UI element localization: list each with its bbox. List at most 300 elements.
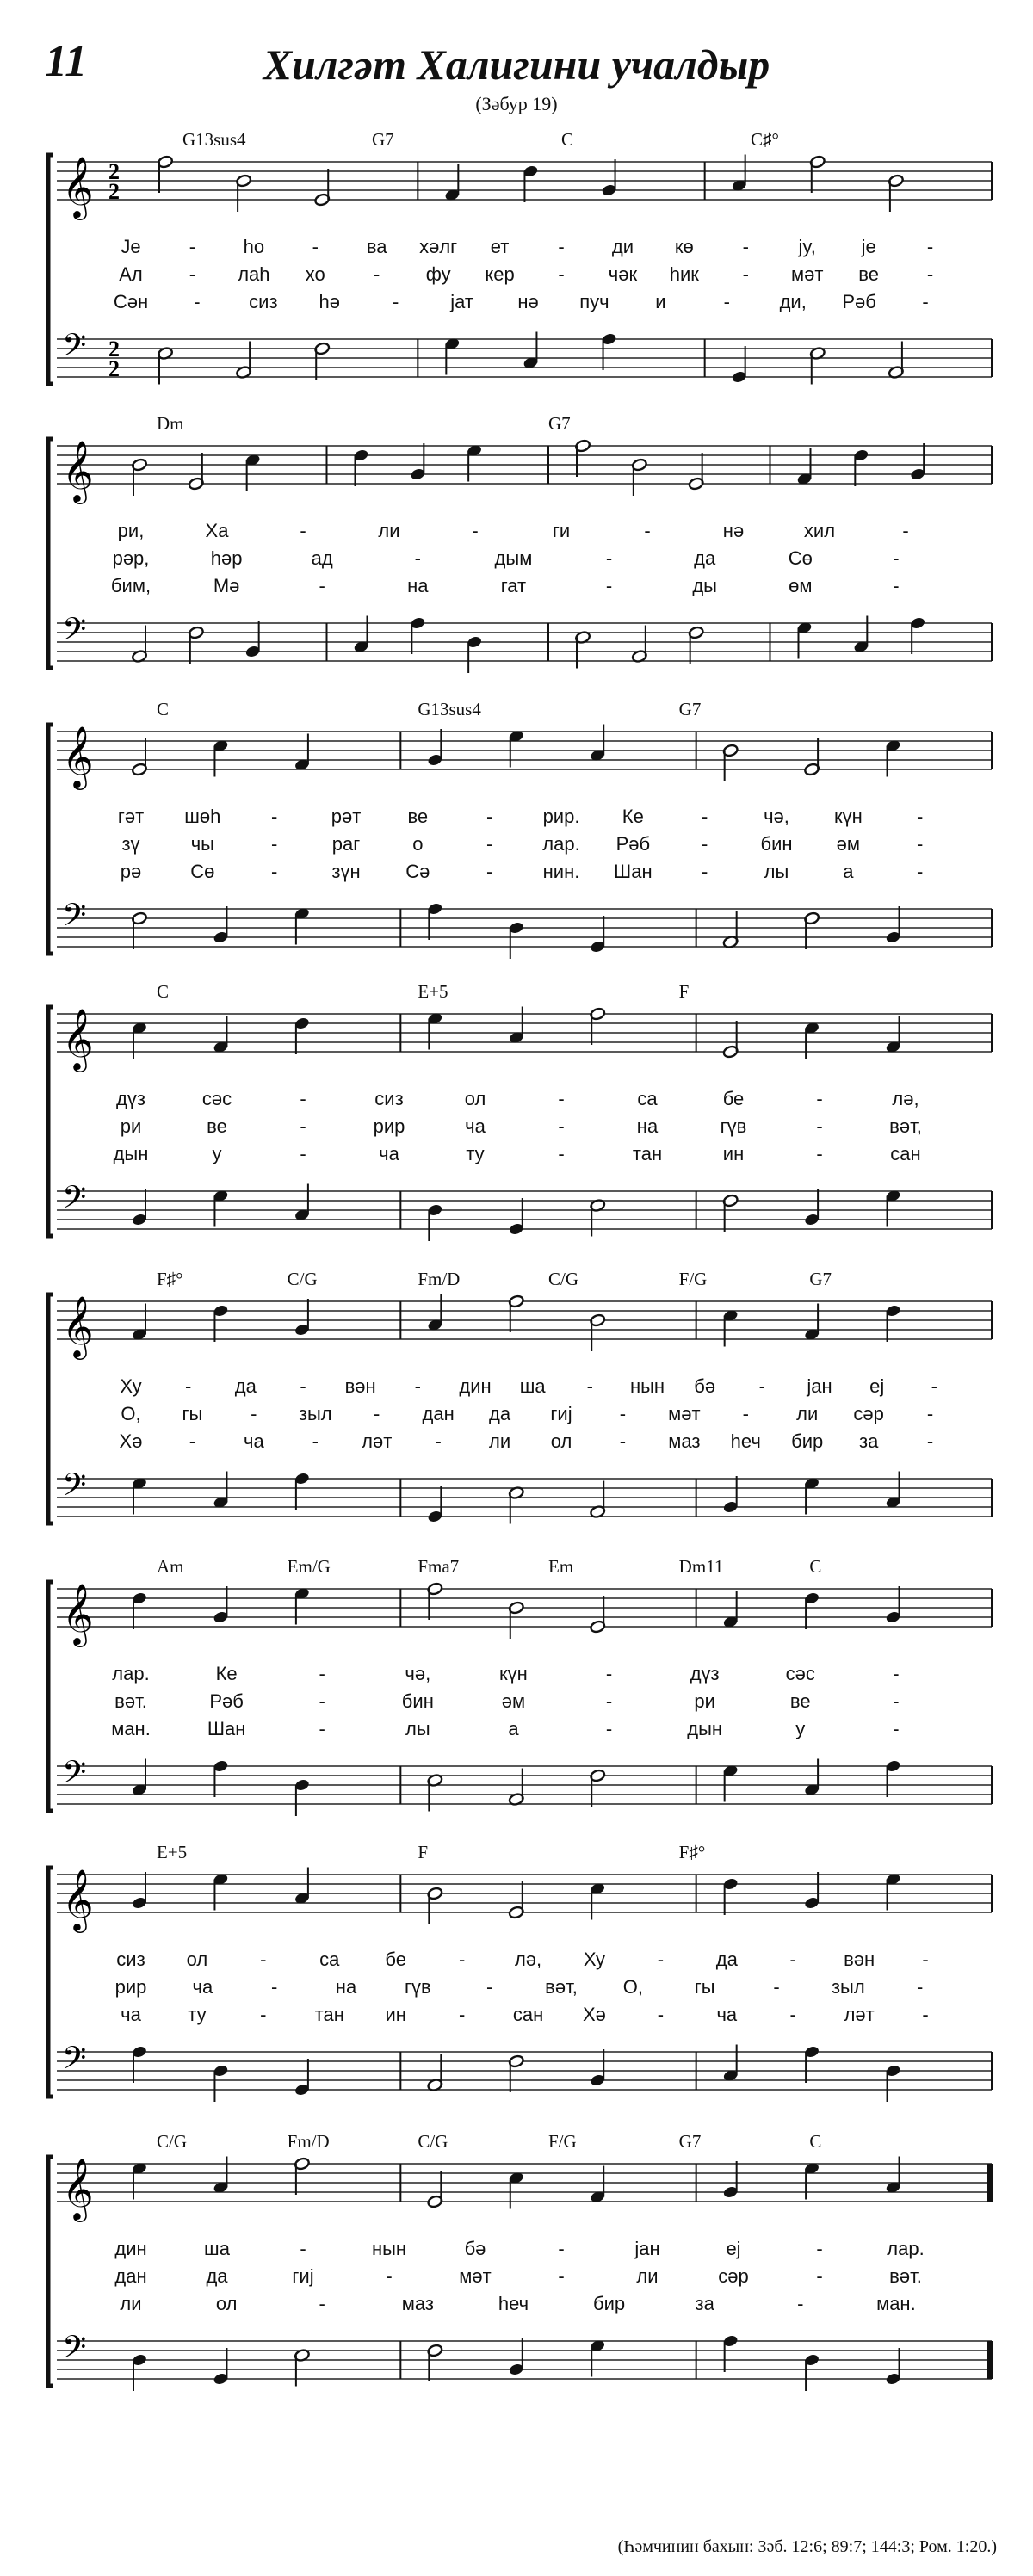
lyric-syllable: вәт, xyxy=(545,1976,578,1998)
lyric-hyphen: - xyxy=(916,1976,924,1998)
lyric-syllable: вән xyxy=(344,1375,376,1397)
lyric-syllable: сәр xyxy=(718,2265,749,2287)
lyric-hyphen: - xyxy=(319,1663,325,1684)
lyric-syllable: ве xyxy=(858,263,879,285)
lyric-syllable: дүз xyxy=(690,1663,720,1684)
lyric-hyphen: - xyxy=(701,861,708,882)
lyric-syllable: ри, xyxy=(117,520,145,541)
lyric-syllable: лы xyxy=(405,1718,430,1739)
lyric-syllable: jан xyxy=(807,1375,832,1397)
lyric-hyphen: - xyxy=(701,833,708,855)
lyric-syllable: у xyxy=(212,1143,222,1164)
lyric-syllable: hик xyxy=(669,263,699,285)
lyric-syllable: ве xyxy=(207,1115,227,1137)
lyric-hyphen: - xyxy=(458,2004,466,2025)
lyric-hyphen: - xyxy=(742,236,749,257)
lyric-syllable: дин xyxy=(114,2238,147,2259)
lyric-syllable: лар. xyxy=(112,1663,150,1684)
lyric-syllable: за xyxy=(695,2293,714,2314)
lyric-syllable: дын xyxy=(687,1718,723,1739)
chord-symbol: C/G xyxy=(548,1269,579,1289)
lyric-syllable: маз xyxy=(668,1430,701,1452)
lyric-hyphen: - xyxy=(742,263,749,285)
lyric-syllable: дым xyxy=(494,547,533,569)
lyric-syllable: ол xyxy=(186,1949,208,1970)
lyric-syllable: бе xyxy=(722,1088,745,1109)
lyric-verse-3 xyxy=(114,1143,1000,1167)
lyric-syllable: ды xyxy=(692,575,717,596)
music-system-1 xyxy=(45,129,1000,413)
lyric-hyphen: - xyxy=(605,1718,613,1739)
lyric-verse-1 xyxy=(114,2238,1000,2262)
lyric-hyphen: - xyxy=(926,263,934,285)
lyric-syllable: ги xyxy=(552,520,571,541)
lyric-syllable: ин xyxy=(385,2004,406,2025)
lyric-syllable: гы xyxy=(694,1976,715,1998)
lyric-syllable: нын xyxy=(629,1375,665,1397)
lyric-syllable: пуч xyxy=(579,291,609,312)
system-bracket xyxy=(48,2157,53,2386)
lyric-syllable: нә xyxy=(722,520,745,541)
lyric-hyphen: - xyxy=(701,806,708,827)
lyric-syllable: лә, xyxy=(892,1088,919,1109)
lyric-syllable: вән xyxy=(844,1949,875,1970)
lyric-syllable: ту xyxy=(188,2004,207,2025)
lyric-hyphen: - xyxy=(893,1663,900,1684)
lyric-syllable: ман. xyxy=(876,2293,916,2314)
lyric-syllable: на xyxy=(335,1976,357,1998)
chord-symbol: Dm11 xyxy=(678,1556,724,1577)
lyric-syllable: нын xyxy=(371,2238,407,2259)
chord-symbol: G7 xyxy=(809,1269,832,1289)
lyric-hyphen: - xyxy=(393,291,399,312)
lyric-syllable: дын xyxy=(113,1143,149,1164)
lyric-hyphen: - xyxy=(312,236,319,257)
lyric-syllable: кер xyxy=(485,263,515,285)
chord-symbol: G7 xyxy=(372,129,394,150)
lyric-hyphen: - xyxy=(558,1115,565,1137)
lyric-hyphen: - xyxy=(270,861,278,882)
chord-symbol: F xyxy=(418,1842,429,1863)
lyric-syllable: ej xyxy=(726,2238,741,2259)
lyric-syllable: бә xyxy=(464,2238,486,2259)
lyric-syllable: са xyxy=(319,1949,340,1970)
chord-symbol: Fm/D xyxy=(287,2131,330,2152)
lyric-hyphen: - xyxy=(922,291,929,312)
lyric-hyphen: - xyxy=(374,1403,380,1424)
lyric-hyphen: - xyxy=(270,806,278,827)
lyric-hyphen: - xyxy=(300,1088,306,1109)
lyric-syllable: ман. xyxy=(111,1718,151,1739)
lyric-syllable: бин xyxy=(401,1690,434,1712)
song-title: Хилгәт Халигини учалдыр xyxy=(263,40,770,89)
music-system-6 xyxy=(45,1556,1000,1840)
chord-symbol: C xyxy=(809,2131,822,2152)
lyric-verse-2 xyxy=(114,263,1000,287)
lyric-syllable: ет xyxy=(490,236,510,257)
lyric-hyphen: - xyxy=(742,1403,749,1424)
lyric-syllable: hеч xyxy=(498,2293,529,2314)
lyric-syllable: Ху xyxy=(120,1375,142,1397)
lyric-hyphen: - xyxy=(605,1690,613,1712)
lyric-syllable: нин. xyxy=(542,861,580,882)
lyric-hyphen: - xyxy=(916,861,924,882)
lyric-hyphen: - xyxy=(644,520,651,541)
lyric-hyphen: - xyxy=(816,2238,823,2259)
lyric-syllable: да xyxy=(206,2265,228,2287)
lyric-syllable: бе xyxy=(385,1949,406,1970)
lyric-syllable: ләт xyxy=(362,1430,393,1452)
lyric-verse-3 xyxy=(114,2293,1000,2317)
lyric-verse-1 xyxy=(114,520,1000,544)
lyric-syllable: тан xyxy=(314,2004,344,2025)
system-bracket xyxy=(48,725,53,954)
lyric-hyphen: - xyxy=(300,1143,306,1164)
lyric-hyphen: - xyxy=(319,575,325,596)
lyric-syllable: Ке xyxy=(622,806,644,827)
chord-symbol: F♯° xyxy=(157,1269,183,1289)
chord-symbol: C xyxy=(157,981,170,1002)
lyric-hyphen: - xyxy=(458,1949,466,1970)
lyric-verse-3 xyxy=(114,2004,1000,2028)
lyric-syllable: вәт. xyxy=(114,1690,147,1712)
lyric-verse-1 xyxy=(114,806,1000,830)
lyric-syllable: Хә xyxy=(119,1430,143,1452)
lyric-syllable: у xyxy=(795,1718,806,1739)
lyric-verse-1 xyxy=(114,1663,1000,1687)
lyric-syllable: ин xyxy=(722,1143,745,1164)
lyric-hyphen: - xyxy=(486,1976,493,1998)
song-header xyxy=(0,0,1033,120)
lyric-syllable: вәт. xyxy=(889,2265,922,2287)
lyric-syllable: ча xyxy=(465,1115,486,1137)
lyric-hyphen: - xyxy=(189,1430,196,1452)
lyric-syllable: чә, xyxy=(764,806,789,827)
lyric-hyphen: - xyxy=(486,861,493,882)
lyric-syllable: рир. xyxy=(542,806,580,827)
chord-symbol: G7 xyxy=(678,699,702,720)
lyric-verse-3 xyxy=(111,1718,1000,1742)
lyric-syllable: ад xyxy=(311,547,333,569)
treble-clef-icon: 𝄞 xyxy=(62,725,94,788)
lyric-hyphen: - xyxy=(558,2265,565,2287)
lyric-syllable: бә xyxy=(694,1375,716,1397)
lyric-hyphen: - xyxy=(194,291,201,312)
music-system-3 xyxy=(45,699,1000,983)
lyric-syllable: күн xyxy=(499,1663,528,1684)
lyric-syllable: зыл xyxy=(831,1976,865,1998)
treble-clef-icon: 𝄞 xyxy=(62,1582,94,1645)
system-bracket xyxy=(48,439,53,668)
lyric-syllable: je xyxy=(861,236,876,257)
lyric-syllable: лар. xyxy=(887,2238,925,2259)
lyric-syllable: тан xyxy=(632,1143,663,1164)
lyric-syllable: сиз xyxy=(249,291,278,312)
bass-clef-icon: 𝄢 xyxy=(62,2329,87,2374)
lyric-syllable: ша xyxy=(204,2238,230,2259)
lyric-syllable: Ху xyxy=(583,1949,606,1970)
lyric-hyphen: - xyxy=(789,2004,796,2025)
chord-symbol: C/G xyxy=(287,1269,318,1289)
lyric-syllable: ва xyxy=(366,236,387,257)
song-number: 11 xyxy=(45,37,88,86)
bass-clef-icon: 𝄢 xyxy=(62,1467,87,1511)
lyric-hyphen: - xyxy=(657,1949,665,1970)
lyric-hyphen: - xyxy=(414,547,421,569)
lyric-syllable: ол xyxy=(464,1088,486,1109)
lyric-hyphen: - xyxy=(922,2004,929,2025)
lyric-hyphen: - xyxy=(300,1115,306,1137)
chord-symbol: E+5 xyxy=(418,981,448,1002)
lyric-syllable: Сө xyxy=(788,547,813,569)
lyric-syllable: Je xyxy=(121,236,141,257)
lyric-syllable: гы xyxy=(182,1403,203,1424)
lyric-syllable: зыл xyxy=(298,1403,332,1424)
lyric-hyphen: - xyxy=(789,1949,796,1970)
lyric-syllable: хо xyxy=(305,263,325,285)
lyric-syllable: ли xyxy=(378,520,400,541)
lyric-hyphen: - xyxy=(816,2265,823,2287)
chord-symbol: E+5 xyxy=(157,1842,188,1863)
lyric-syllable: да xyxy=(715,1949,738,1970)
lyric-syllable: и xyxy=(655,291,666,312)
treble-clef-icon: 𝄞 xyxy=(62,155,94,218)
lyric-hyphen: - xyxy=(319,1690,325,1712)
lyric-syllable: рир xyxy=(114,1976,147,1998)
lyric-syllable: да xyxy=(489,1403,511,1424)
lyric-syllable: на xyxy=(636,1115,659,1137)
bass-clef-icon: 𝄢 xyxy=(62,897,87,942)
lyric-syllable: раг xyxy=(331,833,361,855)
lyric-hyphen: - xyxy=(902,520,909,541)
lyric-hyphen: - xyxy=(435,1430,442,1452)
lyric-syllable: hо xyxy=(243,236,265,257)
lyric-syllable: О, xyxy=(622,1976,643,1998)
lyric-syllable: ча xyxy=(379,1143,399,1164)
lyric-hyphen: - xyxy=(916,833,924,855)
lyric-hyphen: - xyxy=(472,520,479,541)
chord-symbol: G7 xyxy=(548,413,571,434)
chord-symbol: G13sus4 xyxy=(418,699,481,720)
lyric-hyphen: - xyxy=(558,1088,565,1109)
lyric-syllable: Ке xyxy=(215,1663,238,1684)
lyric-syllable: лар. xyxy=(542,833,580,855)
lyric-hyphen: - xyxy=(486,806,493,827)
lyric-syllable: сәс xyxy=(201,1088,232,1109)
lyric-hyphen: - xyxy=(816,1143,823,1164)
lyric-hyphen: - xyxy=(797,2293,804,2314)
lyric-hyphen: - xyxy=(319,1718,325,1739)
lyric-syllable: шөh xyxy=(184,806,221,827)
lyric-hyphen: - xyxy=(916,806,924,827)
lyric-syllable: кө xyxy=(674,236,694,257)
lyric-syllable: ту xyxy=(466,1143,485,1164)
lyric-hyphen: - xyxy=(300,2238,306,2259)
lyric-syllable: бир xyxy=(791,1430,824,1452)
lyric-hyphen: - xyxy=(386,2265,393,2287)
lyric-hyphen: - xyxy=(605,1663,613,1684)
chord-symbol: C/G xyxy=(157,2131,188,2152)
lyric-syllable: а xyxy=(843,861,854,882)
lyric-syllable: лы xyxy=(764,861,789,882)
bass-clef-icon: 𝄢 xyxy=(62,1754,87,1799)
lyric-syllable: ри xyxy=(120,1115,142,1137)
time-signature-top: 2 xyxy=(108,337,120,361)
chord-symbol: F♯° xyxy=(678,1842,706,1863)
lyric-syllable: сәс xyxy=(785,1663,815,1684)
treble-clef-icon: 𝄞 xyxy=(62,1007,94,1070)
chord-symbol: C xyxy=(561,129,574,150)
lyric-syllable: рир xyxy=(373,1115,405,1137)
lyric-syllable: ча xyxy=(192,1976,213,1998)
lyric-verse-3 xyxy=(114,291,1000,315)
treble-clef-icon: 𝄞 xyxy=(62,2157,94,2220)
time-signature-top: 2 xyxy=(108,159,120,184)
lyric-hyphen: - xyxy=(558,236,565,257)
lyric-syllable: а xyxy=(508,1718,519,1739)
lyric-verse-2 xyxy=(114,1115,1000,1140)
lyric-syllable: дүз xyxy=(116,1088,145,1109)
lyric-syllable: лаh xyxy=(238,263,270,285)
lyric-hyphen: - xyxy=(926,1430,934,1452)
lyric-syllable: хәлг xyxy=(419,236,458,257)
treble-clef-icon: 𝄞 xyxy=(62,1868,94,1930)
lyric-hyphen: - xyxy=(184,1375,192,1397)
lyric-verse-3 xyxy=(114,1430,1000,1455)
lyric-syllable: хил xyxy=(803,520,836,541)
lyric-syllable: чә, xyxy=(405,1663,431,1684)
lyric-hyphen: - xyxy=(189,263,196,285)
lyric-syllable: ди, xyxy=(779,291,807,312)
lyric-syllable: гүв xyxy=(720,1115,747,1137)
lyric-syllable: ej xyxy=(869,1375,885,1397)
lyric-syllable: вәт, xyxy=(889,1115,922,1137)
lyric-syllable: рә xyxy=(120,861,142,882)
lyric-syllable: Рәб xyxy=(209,1690,244,1712)
lyric-hyphen: - xyxy=(926,236,934,257)
lyric-syllable: ша xyxy=(519,1375,546,1397)
lyric-syllable: күн xyxy=(833,806,863,827)
lyric-hyphen: - xyxy=(586,1375,593,1397)
lyric-hyphen: - xyxy=(893,1690,900,1712)
lyric-hyphen: - xyxy=(374,263,380,285)
lyric-syllable: ли xyxy=(488,1430,511,1452)
chord-symbol: Fm/D xyxy=(418,1269,461,1289)
lyric-verse-2 xyxy=(114,1690,1000,1714)
lyric-syllable: Сө xyxy=(190,861,215,882)
lyric-hyphen: - xyxy=(251,1403,257,1424)
lyric-syllable: чәк xyxy=(608,263,638,285)
lyric-syllable: jан xyxy=(634,2238,660,2259)
bass-clef-icon: 𝄢 xyxy=(62,611,87,656)
lyric-syllable: Ха xyxy=(205,520,229,541)
lyric-syllable: мәт xyxy=(790,263,824,285)
chord-symbol: F/G xyxy=(678,1269,708,1289)
chord-symbol: F xyxy=(678,981,690,1002)
lyric-syllable: О, xyxy=(121,1403,141,1424)
chord-symbol: C♯° xyxy=(751,129,779,150)
system-bracket xyxy=(48,1582,53,1811)
lyric-hyphen: - xyxy=(260,1949,267,1970)
lyric-hyphen: - xyxy=(558,1143,565,1164)
lyric-syllable: за xyxy=(858,1430,879,1452)
lyric-syllable: гүв xyxy=(404,1976,431,1998)
lyric-syllable: сан xyxy=(512,2004,544,2025)
lyric-hyphen: - xyxy=(723,291,730,312)
lyric-syllable: hәр xyxy=(210,547,243,569)
lyric-syllable: Сән xyxy=(113,291,149,312)
lyric-syllable: Шан xyxy=(614,861,653,882)
lyric-syllable: са xyxy=(637,1088,658,1109)
lyric-syllable: да xyxy=(694,547,716,569)
lyric-hyphen: - xyxy=(893,547,900,569)
system-bracket xyxy=(48,1007,53,1236)
bass-clef-icon: 𝄢 xyxy=(62,2040,87,2085)
lyric-syllable: дин xyxy=(459,1375,492,1397)
song-subtitle: (Зәбур 19) xyxy=(475,93,558,114)
lyric-hyphen: - xyxy=(657,2004,665,2025)
lyric-hyphen: - xyxy=(605,547,613,569)
lyric-hyphen: - xyxy=(300,520,306,541)
lyric-syllable: әм xyxy=(836,833,861,855)
time-signature-bottom: 2 xyxy=(108,179,120,204)
chord-symbol: G13sus4 xyxy=(182,129,246,150)
chord-symbol: Em xyxy=(548,1556,574,1577)
lyric-syllable: ча xyxy=(121,2004,141,2025)
lyric-syllable: зү xyxy=(121,833,140,855)
lyric-syllable: бим, xyxy=(110,575,152,596)
system-bracket xyxy=(48,1294,53,1523)
chord-symbol: Fma7 xyxy=(418,1556,460,1577)
lyric-syllable: зүн xyxy=(331,861,361,882)
lyric-hyphen: - xyxy=(260,2004,267,2025)
lyric-hyphen: - xyxy=(619,1430,627,1452)
lyric-syllable: ри xyxy=(694,1690,715,1712)
lyric-syllable: да xyxy=(234,1375,257,1397)
lyric-syllable: өм xyxy=(789,575,813,596)
final-barline xyxy=(987,2341,992,2379)
lyric-verse-1 xyxy=(114,1949,1000,1973)
lyric-hyphen: - xyxy=(319,2293,325,2314)
lyric-syllable: нә xyxy=(517,291,539,312)
lyric-syllable: сәр xyxy=(853,1403,884,1424)
system-bracket xyxy=(48,1868,53,2097)
lyric-syllable: гиj xyxy=(292,2265,314,2287)
treble-clef-icon: 𝄞 xyxy=(62,439,94,502)
lyric-syllable: фу xyxy=(425,263,451,285)
lyric-syllable: сиз xyxy=(116,1949,145,1970)
lyric-syllable: гәт xyxy=(117,806,145,827)
lyric-syllable: дан xyxy=(114,2265,147,2287)
lyric-syllable: Хә xyxy=(582,2004,606,2025)
lyric-hyphen: - xyxy=(619,1403,627,1424)
lyric-syllable: дан xyxy=(422,1403,455,1424)
lyric-hyphen: - xyxy=(773,1976,780,1998)
lyric-hyphen: - xyxy=(893,1718,900,1739)
chord-symbol: Am xyxy=(157,1556,184,1577)
chord-symbol: C/G xyxy=(418,2131,448,2152)
lyric-hyphen: - xyxy=(270,1976,278,1998)
lyric-syllable: ли xyxy=(796,1403,819,1424)
lyric-syllable: ли xyxy=(636,2265,659,2287)
lyric-syllable: jy, xyxy=(798,236,816,257)
lyric-hyphen: - xyxy=(270,833,278,855)
lyric-syllable: hә xyxy=(319,291,341,312)
chord-symbol: C xyxy=(157,699,170,720)
lyric-verse-2 xyxy=(114,2265,1000,2289)
lyric-verse-1 xyxy=(114,1088,1000,1112)
chord-symbol: Em/G xyxy=(287,1556,331,1577)
